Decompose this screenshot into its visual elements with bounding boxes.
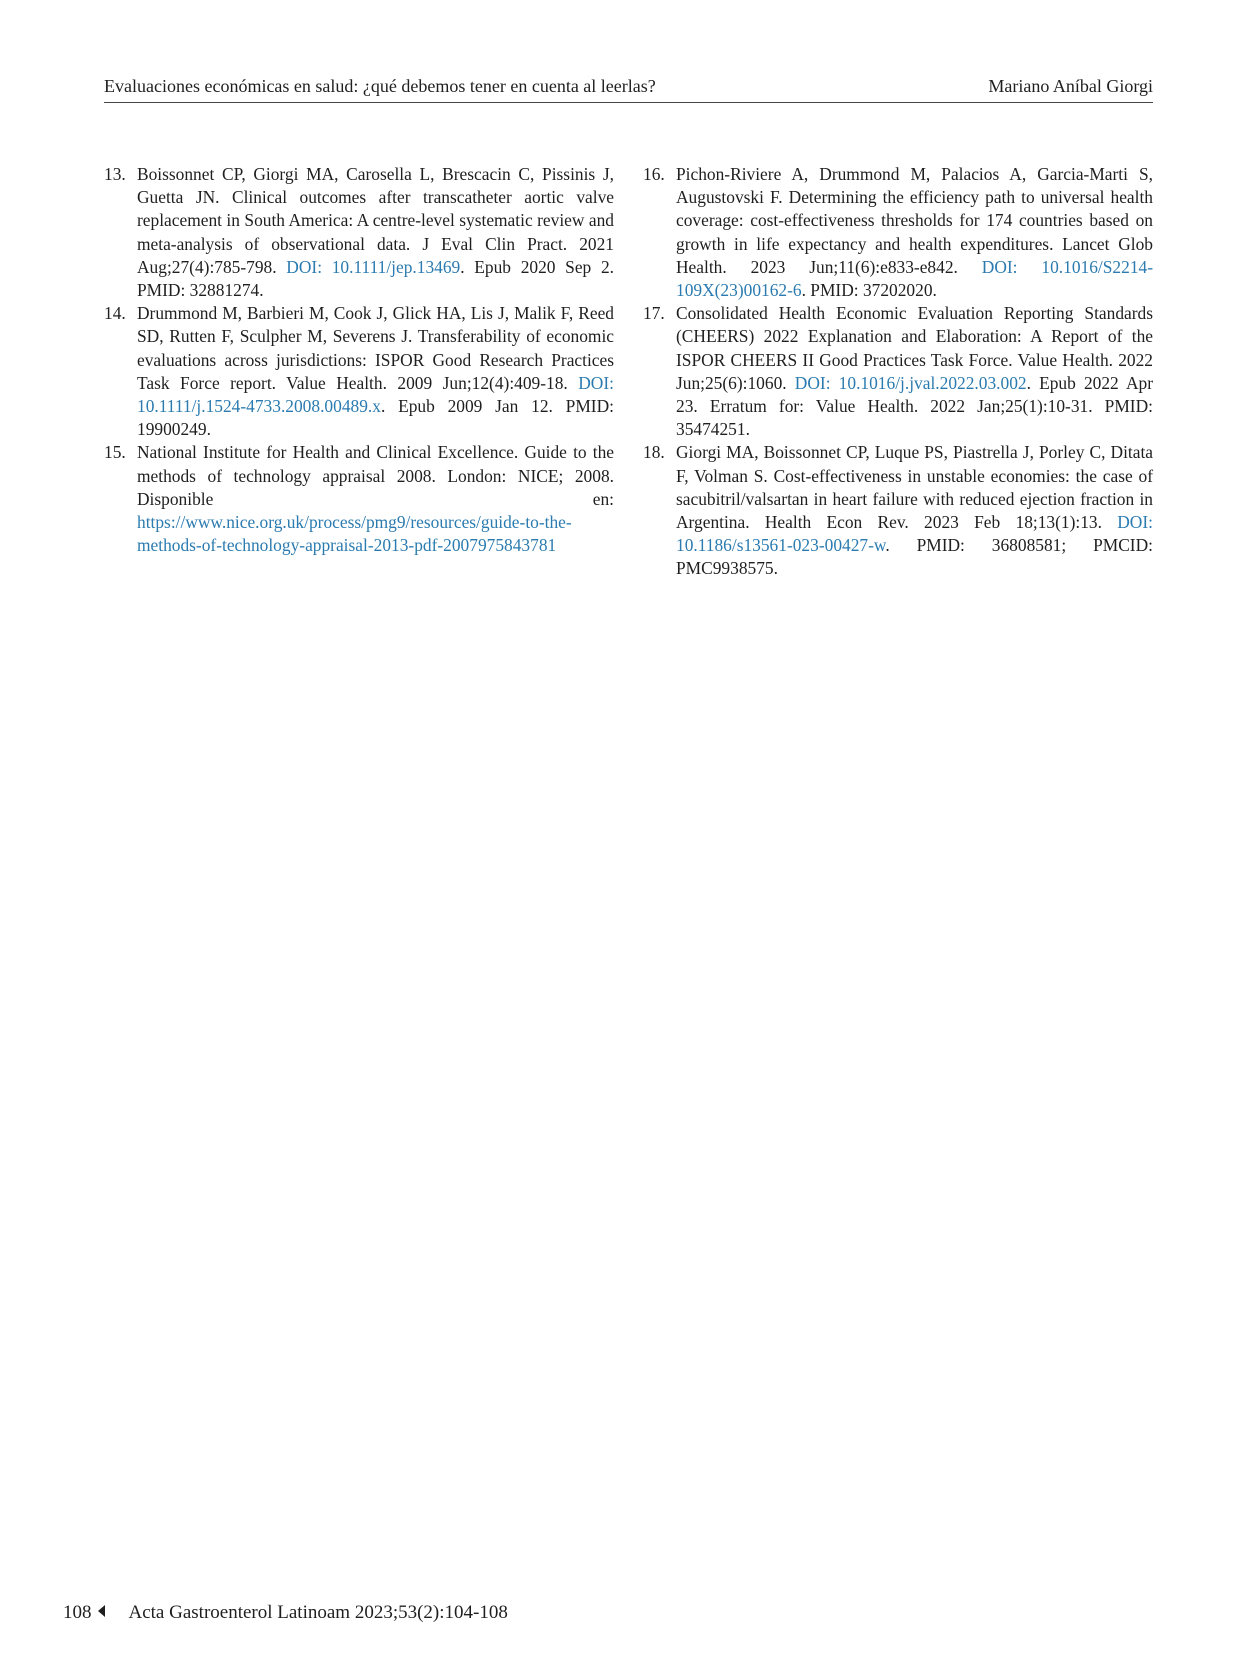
reference-text-tail: . Epub 2009 Jan 12. PMID: 19900249.	[137, 396, 614, 440]
reference-text: Giorgi MA, Boissonnet CP, Luque PS, Piastrella J, Porley C, Ditata F, Volman S. Cost-effectiveness in unstable economies: the case of sacubitril/valsartan in heart failure with reduced ejection fraction in Argentina. Health Econ Rev. 2023 Feb 18;13(1):13.	[676, 442, 1153, 533]
reference-number: 15.	[104, 442, 126, 463]
reference-text: Consolidated Health Economic Evaluation Reporting Standards (CHEERS) 2022 Explanation and Elaboration: A Report of the ISPOR CHEERS II Good Practices Task Force. Value Health. 2022 Jun;25(6):1060.	[676, 303, 1153, 393]
doi-link[interactable]: DOI: 10.1016/S2214-109X(23)00162-6	[676, 256, 1153, 301]
reference-number: 16.	[643, 164, 665, 184]
doi-link[interactable]: DOI: 10.1111/j.1524-4733.2008.00489.x	[137, 372, 614, 417]
reference-text-tail: . PMID: 36808581; PMCID: PMC9938575.	[676, 535, 1153, 579]
reference-item	[104, 163, 614, 302]
reference-text-tail: . PMID: 37202020.	[801, 280, 937, 301]
reference-text: Boissonnet CP, Giorgi MA, Carosella L, Brescacin C, Pissinis J, Guetta JN. Clinical outcomes after transcatheter aortic valve replacement in South America: A centre-level systematic review and meta-analysis of observational data. J Eval Clin Pract. 2021 Aug;27(4):785-798.	[137, 164, 614, 277]
page-footer	[63, 1602, 508, 1624]
left-triangle-icon	[98, 1605, 105, 1617]
references-column-left	[104, 163, 614, 557]
reference-text: National Institute for Health and Clinical Excellence. Guide to the methods of technology appraisal 2008. London: NICE; 2008. Disponible en:	[137, 442, 614, 509]
reference-number: 14.	[104, 303, 126, 324]
references-column-right	[643, 163, 1153, 581]
reference-text: Pichon-Riviere A, Drummond M, Palacios A, Garcia-Marti S, Augustovski F. Determining the efficiency path to universal health coverage: cost-effectiveness thresholds for 174 countries based on growth in life expectancy and health expenditures. Lancet Glob Health. 2023 Jun;11(6):e833-e842.	[676, 164, 1153, 277]
reference-number: 18.	[643, 442, 665, 463]
reference-item	[104, 302, 614, 441]
journal-citation: Acta Gastroenterol Latinoam 2023;53(2):104-108	[128, 1602, 508, 1623]
reference-item	[643, 441, 1153, 580]
reference-number: 17.	[643, 303, 665, 324]
article-title: Evaluaciones económicas en salud: ¿qué debemos tener en cuenta al leerlas?	[104, 76, 656, 96]
reference-text: Drummond M, Barbieri M, Cook J, Glick HA, Lis J, Malik F, Reed SD, Rutten F, Sculpher M, Severens J. Transferability of economic evaluations across jurisdictions: ISPOR Good Research Practices Task Force report. Value Health. 2009 Jun;12(4):409-18.	[137, 303, 614, 393]
reference-text-tail: . Epub 2020 Sep 2. PMID: 32881274.	[137, 256, 614, 301]
running-header	[104, 74, 1153, 103]
reference-item	[643, 302, 1153, 441]
reference-number: 13.	[104, 164, 126, 184]
reference-item	[643, 163, 1153, 302]
page-number: 108	[63, 1602, 92, 1623]
doi-link[interactable]: DOI: 10.1016/j.jval.2022.03.002	[794, 372, 1027, 393]
doi-link[interactable]: DOI: 10.1111/jep.13469	[286, 256, 461, 277]
url-link[interactable]: https://www.nice.org.uk/process/pmg9/resources/guide-to-the-methods-of-technology-appraisal-2013-pdf-2007975843781	[137, 512, 572, 556]
reference-item	[104, 441, 614, 557]
doi-link[interactable]: DOI: 10.1186/s13561-023-00427-w	[676, 512, 1153, 556]
article-author: Mariano Aníbal Giorgi	[988, 76, 1153, 96]
reference-text-tail: . Epub 2022 Apr 23. Erratum for: Value Health. 2022 Jan;25(1):10-31. PMID: 35474251.	[676, 372, 1153, 440]
